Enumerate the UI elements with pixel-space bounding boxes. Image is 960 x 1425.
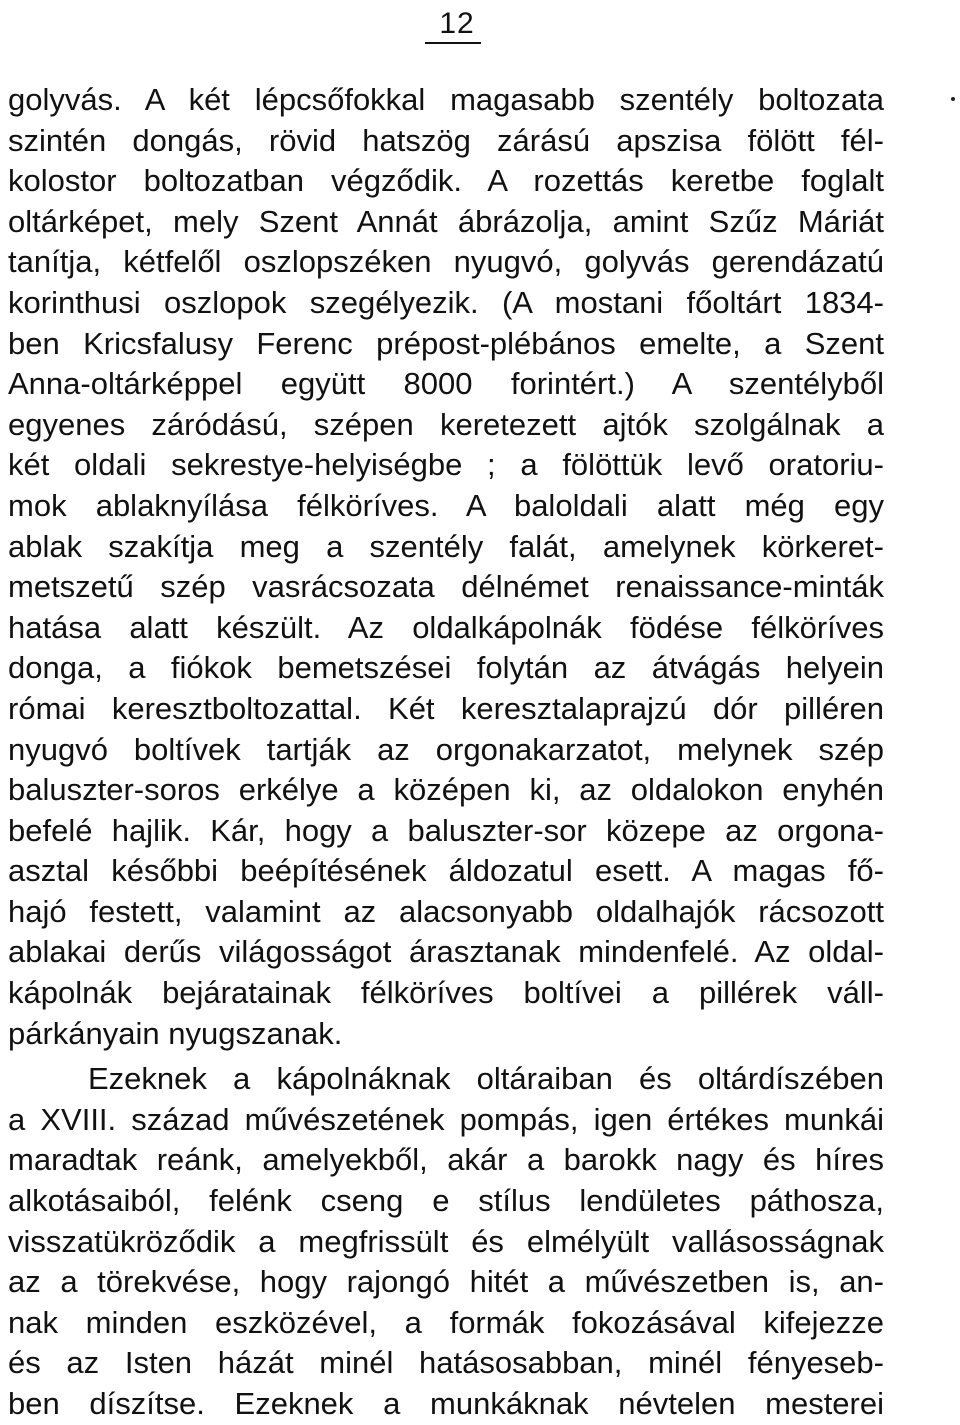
text-line: római keresztboltozattal. Két keresztalaprajzú dór pilléren — [8, 690, 884, 726]
text-line: Ezeknek a kápolnáknak oltáraiban és oltárdíszében — [88, 1061, 884, 1097]
page-number — [408, 6, 498, 44]
text-line: asztal későbbi beépítésének áldozatul esett. A magas fő- — [8, 853, 884, 889]
paragraph-2 — [8, 1059, 884, 1424]
margin-dot-mark — [951, 97, 955, 101]
text-line: ben díszítse. Ezeknek a munkáknak névtelen mesterei — [8, 1386, 884, 1421]
text-line: kolostor boltozatban végződik. A rozettás keretbe foglalt — [8, 163, 884, 199]
text-line: kápolnák bejáratainak félköríves boltívei a pillérek váll- — [8, 975, 884, 1011]
text-line: donga, a fiókok bemetszései folytán az átvágás helyein — [8, 650, 884, 686]
text-line: az a törekvése, hogy rajongó hitét a művészetben is, an- — [8, 1264, 884, 1300]
text-line: hatása alatt készült. Az oldalkápolnák födése félköríves — [8, 609, 884, 645]
paragraph-1 — [8, 80, 884, 1054]
text-line: maradtak reánk, amelyekből, akár a barokk nagy és híres — [8, 1142, 884, 1178]
text-line: két oldali sekrestye-helyiségbe ; a fölöttük levő oratoriu- — [8, 447, 884, 483]
text-line: párkányain nyugszanak. — [8, 1015, 343, 1051]
text-line: egyenes záródású, szépen keretezett ajtók szolgálnak a — [8, 406, 884, 442]
text-line: nak minden eszközével, a formák fokozásával kifejezze — [8, 1304, 884, 1340]
text-line: oltárképet, mely Szent Annát ábrázolja, amint Szűz Máriát — [8, 203, 884, 239]
text-line: és az Isten házát minél hatásosabban, minél fényeseb- — [8, 1345, 884, 1381]
text-line: korinthusi oszlopok szegélyezik. (A mostani főoltárt 1834- — [8, 284, 884, 320]
body-text — [8, 80, 884, 1425]
text-line: visszatükröződik a megfrissült és elmélyült vallásosságnak — [8, 1223, 884, 1259]
text-line: tanítja, kétfelől oszlopszéken nyugvó, golyvás gerendázatú — [8, 244, 884, 280]
text-line: baluszter-soros erkélye a középen ki, az oldalokon enyhén — [8, 772, 884, 808]
text-line: golyvás. A két lépcsőfokkal magasabb szentély boltozata — [8, 82, 884, 117]
text-line: nyugvó boltívek tartják az orgonakarzatot, melynek szép — [8, 731, 884, 767]
page-number-text: 12 — [425, 6, 480, 44]
text-line: ablak szakítja meg a szentély falát, amelynek körkeret- — [8, 528, 884, 564]
text-line: befelé hajlik. Kár, hogy a baluszter-sor közepe az orgona- — [8, 812, 884, 848]
text-line: ben Kricsfalusy Ferenc prépost-plébános emelte, a Szent — [8, 325, 884, 361]
text-line: alkotásaiból, felénk cseng e stílus lendületes páthosza, — [8, 1183, 884, 1219]
text-line: hajó festett, valamint az alacsonyabb oldalhajók rácsozott — [8, 893, 884, 929]
text-line: metszetű szép vasrácsozata délnémet renaissance-minták — [8, 569, 884, 605]
text-line: Anna-oltárképpel együtt 8000 forintért.) A szentélyből — [8, 366, 884, 402]
text-line: ablakai derűs világosságot árasztanak mindenfelé. Az oldal- — [8, 934, 884, 970]
text-line: szintén dongás, rövid hatszög zárású apszisa fölött fél- — [8, 122, 884, 158]
text-line: a XVIII. század művészetének pompás, igen értékes munkái — [8, 1101, 884, 1137]
text-line: mok ablaknyílása félköríves. A baloldali alatt még egy — [8, 487, 884, 523]
